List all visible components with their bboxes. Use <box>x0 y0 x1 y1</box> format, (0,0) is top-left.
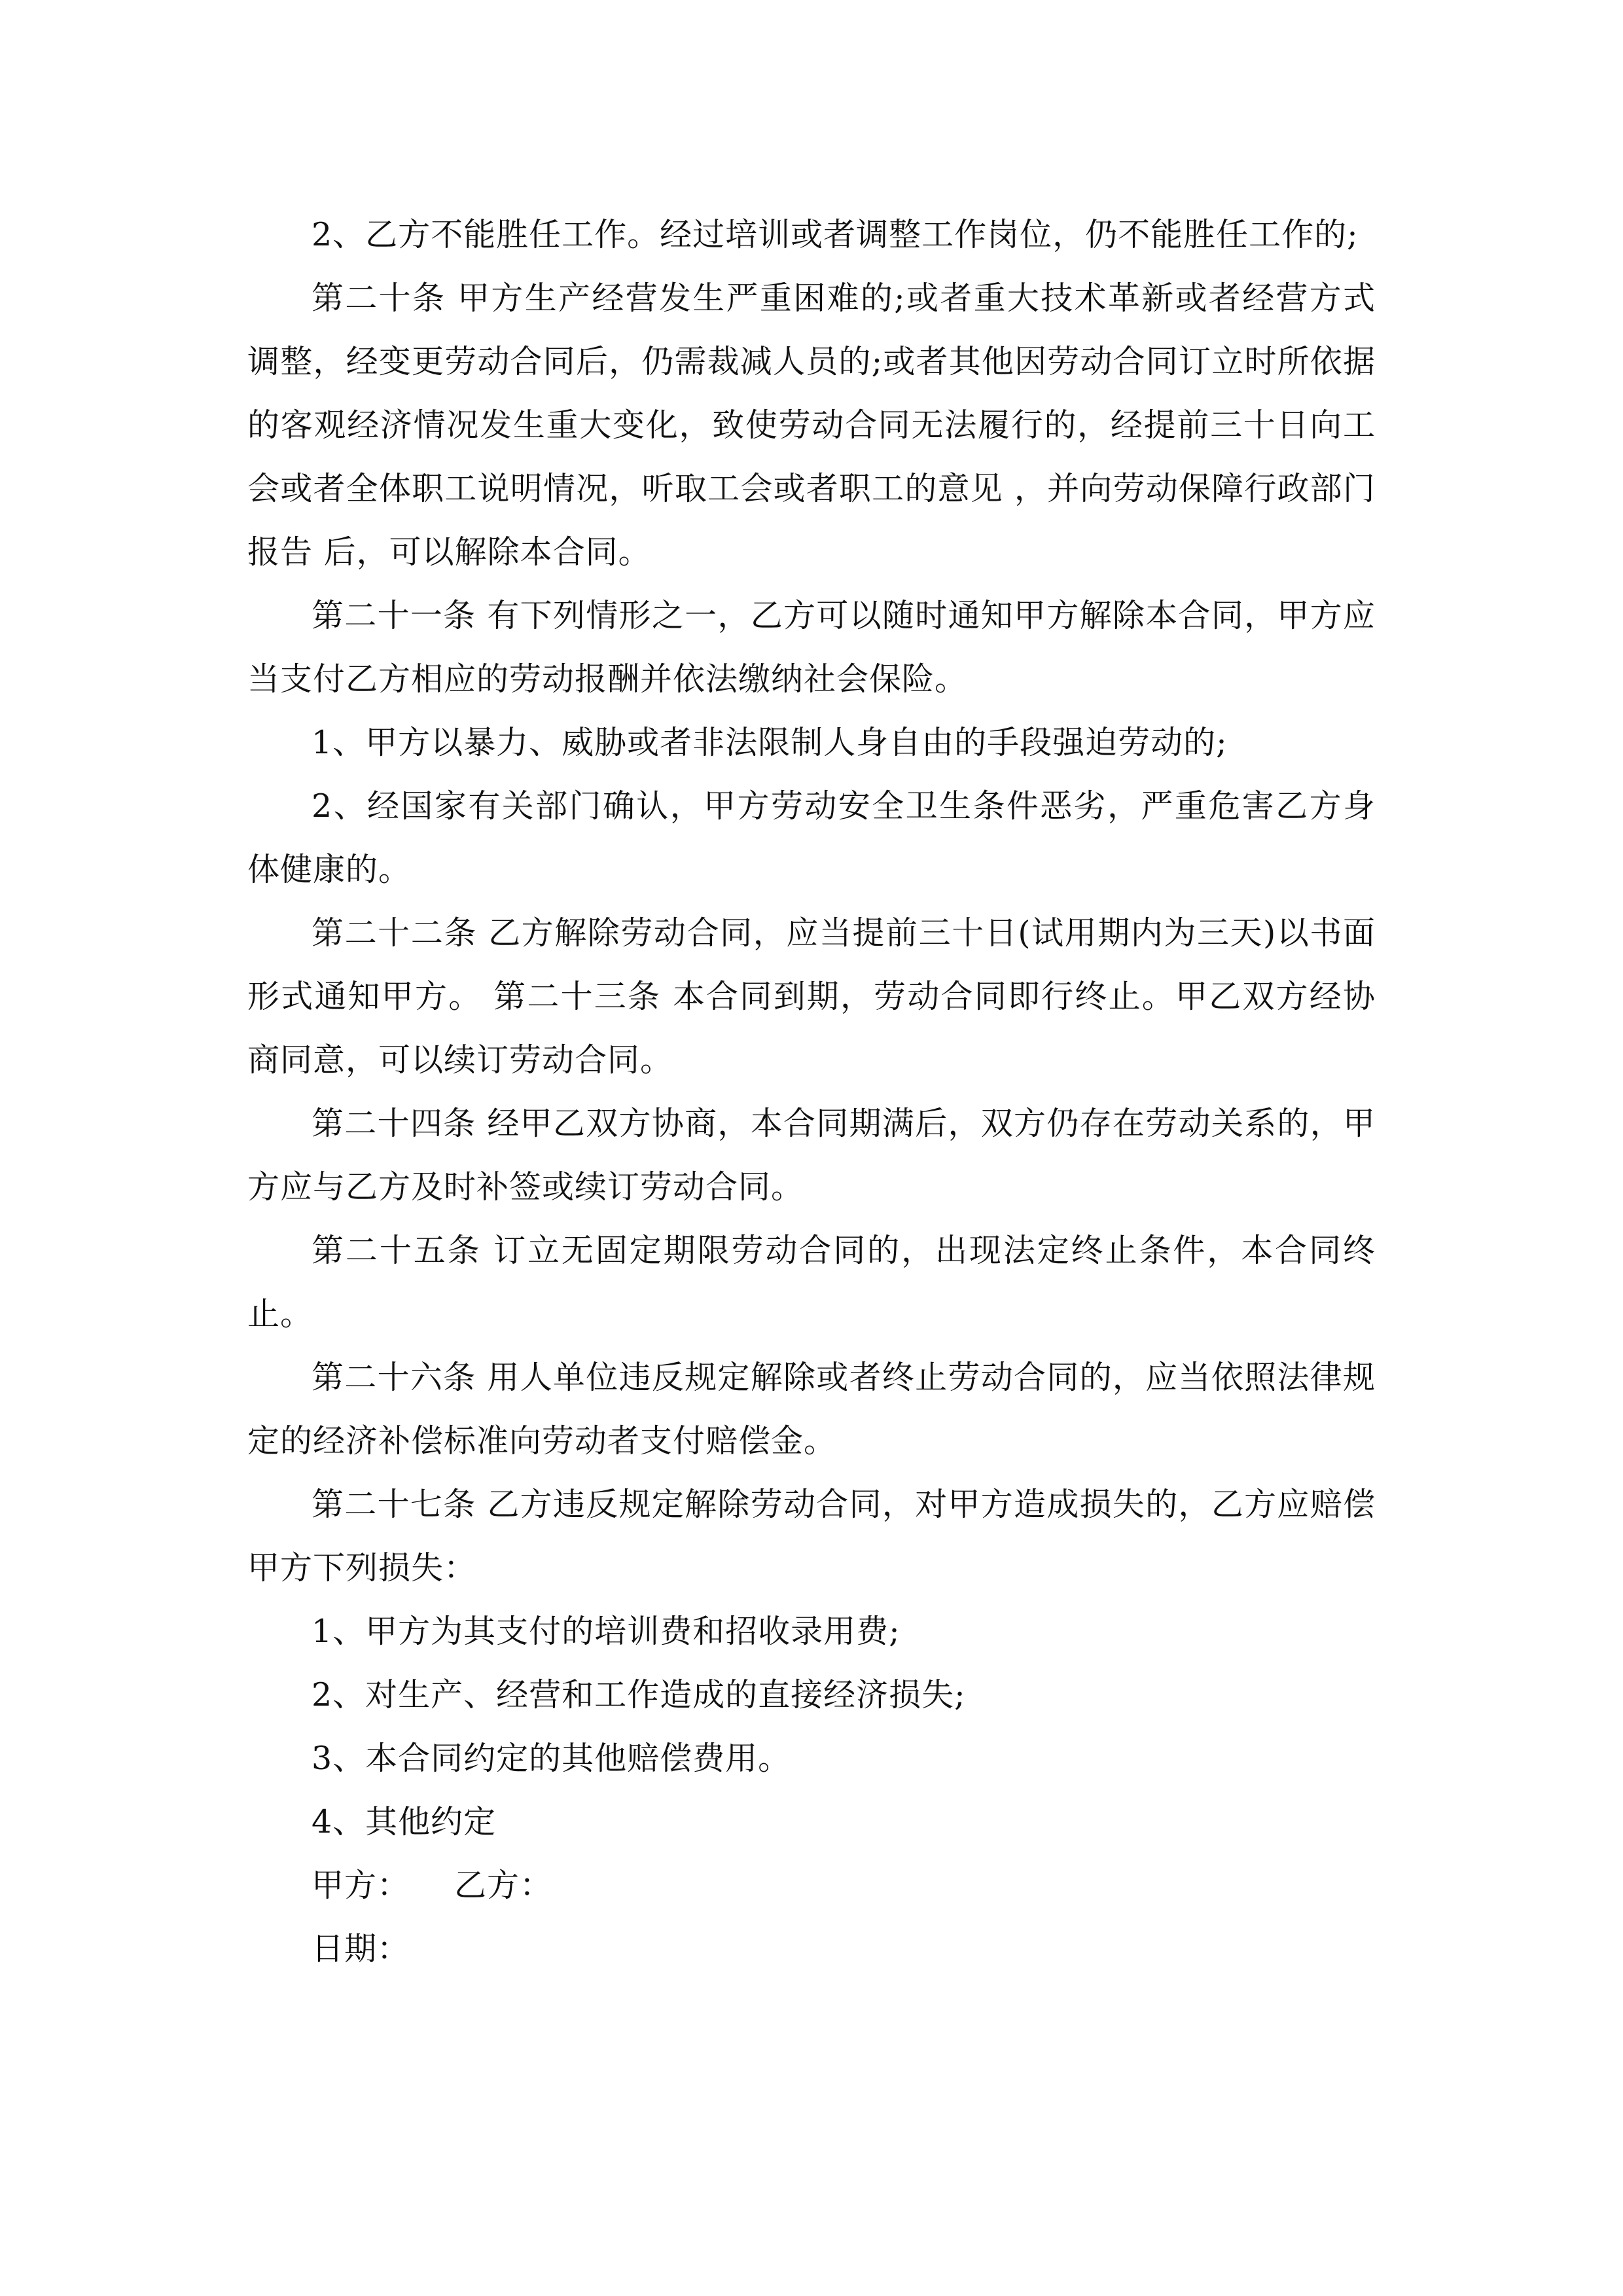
contract-body <box>247 203 1376 1981</box>
paragraph: 2、乙方不能胜任工作。经过培训或者调整工作岗位，仍不能胜任工作的; <box>312 216 1359 253</box>
article-27: 第二十七条 乙方违反规定解除劳动合同，对甲方造成损失的，乙方应赔偿甲方下列损失： <box>247 1486 1376 1587</box>
party-a-label: 甲方： <box>312 1867 410 1904</box>
signature-row <box>247 1854 1376 1917</box>
article-20: 第二十条 甲方生产经营发生严重困难的;或者重大技术革新或者经营方式调整，经变更劳动合同后，仍需裁减人员的;或者其他因劳动合同订立时所依据的客观经济情况发生重大变化，致使劳动合同无法履行的，经提前三十日向工会或者全体职工说明情况，听取工会或者职工的意见 ，并向劳动保障行政部门报告 后，可以解除本合同。 <box>247 279 1376 571</box>
list-item: 3、本合同约定的其他赔偿费用。 <box>312 1740 791 1777</box>
list-item: 1、甲方以暴力、威胁或者非法限制人身自由的手段强迫劳动的; <box>312 724 1228 761</box>
list-item: 2、经国家有关部门确认，甲方劳动安全卫生条件恶劣，严重危害乙方身体健康的。 <box>247 787 1376 888</box>
list-item: 4、其他约定 <box>312 1803 497 1840</box>
article-21: 第二十一条 有下列情形之一，乙方可以随时通知甲方解除本合同，甲方应当支付乙方相应的劳动报酬并依法缴纳社会保险。 <box>247 597 1376 698</box>
article-22-23: 第二十二条 乙方解除劳动合同，应当提前三十日(试用期内为三天)以书面形式通知甲方。 第二十三条 本合同到期，劳动合同即行终止。甲乙双方经协商同意，可以续订劳动合同。 <box>247 914 1376 1079</box>
list-item: 1、甲方为其支付的培训费和招收录用费; <box>312 1613 901 1650</box>
party-b-label: 乙方： <box>454 1867 553 1904</box>
article-26: 第二十六条 用人单位违反规定解除或者终止劳动合同的，应当依照法律规定的经济补偿标准向劳动者支付赔偿金。 <box>247 1359 1376 1460</box>
list-item: 2、对生产、经营和工作造成的直接经济损失; <box>312 1676 966 1713</box>
article-24: 第二十四条 经甲乙双方协商，本合同期满后，双方仍存在劳动关系的，甲方应与乙方及时补签或续订劳动合同。 <box>247 1105 1376 1206</box>
date-label: 日期： <box>312 1930 410 1967</box>
article-25: 第二十五条 订立无固定期限劳动合同的，出现法定终止条件，本合同终止。 <box>247 1232 1376 1333</box>
